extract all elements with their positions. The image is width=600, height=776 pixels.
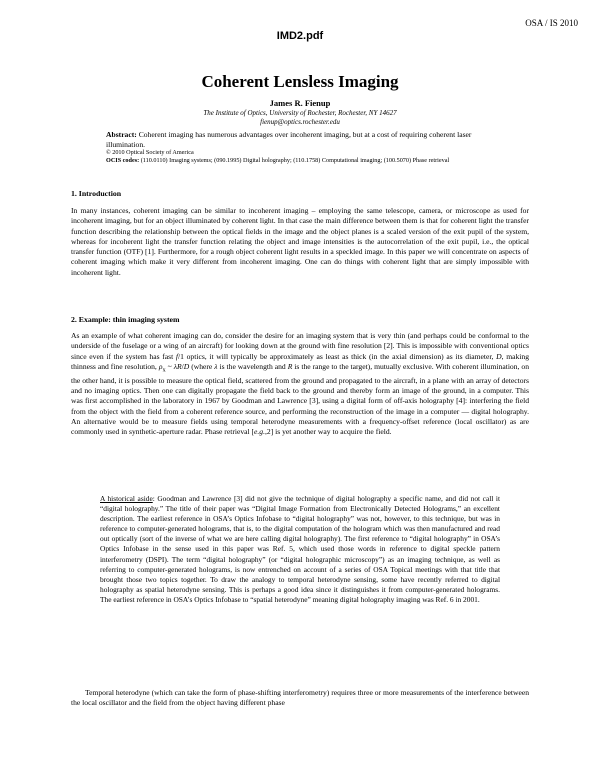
ocis-text: (110.0110) Imaging systems; (090.1995) Digital holography; (110.1758) Computational imaging; (100.5070) Phase retrieval (139, 157, 450, 165)
text-span: is the wavelength and (217, 361, 288, 371)
text-span: ,2] is yet another way to acquire the field. (265, 427, 392, 437)
copyright: © 2010 Optical Society of America (106, 149, 194, 157)
abstract-label: Abstract: (106, 130, 137, 139)
section-heading-introduction: 1. Introduction (71, 189, 122, 198)
heterodyne-paragraph: Temporal heterodyne (which can take the form of phase-shifting interferometry) requires three or more measurements of the interference between the local oscillator and the field from the object having different phase (71, 688, 529, 708)
symbol-lambda: λ (214, 361, 218, 371)
text-span: / (181, 361, 184, 371)
symbol-R: R (287, 361, 293, 371)
ocis-label: OCIS codes: (106, 157, 140, 165)
symbol-rho: ρ (158, 361, 163, 371)
example-paragraph (71, 331, 529, 437)
section-heading-example: 2. Example: thin imaging system (71, 315, 180, 324)
text-span: is the range to the target), mutually exclusive. With coherent illumination, on the other hand, it is possible to measure the optical field, scattered from the ground and propagated to the aircraft, in a plane with an array of detectors and no imaging optics. Then one can digitally propagate the field back to the ground and thereby form an image of the ground, in a computer. This was first accomplished in the laboratory in 1967 by Goodman and Lawrence [3], using a digital form of off-axis holography [4]: interfering the field from the object with the field from a coherent reference source, and performing the reconstruction of the image in a computer — digital holography. An alternative would be to measure fields using temporal heterodyne measurements with a frequency-offset reference (local oscillator) as are commonly used in synthetic-aperture radar. Phase retrieval [ (71, 361, 529, 437)
f-number: f (175, 351, 179, 361)
aside-text: : Goodman and Lawrence [3] did not give the technique of digital holography a specific name, and did not call it “digital holography.” The title of their paper was “Digital Image Formation from Electronically Detected Holograms,” an excellent description. The earliest reference in OSA’s Optics Infobase to “digital holography” was not, however, to this technique, but was in reference to computer-generated holograms, that is, to the digital computation of the hologram which was then manufactured and read out optically (sort of the inverse of what we are here calling digital holography). The first reference to “digital holography” in OSA’s Optics Infobase in the sense used in this paper was Ref. 5, which used those words in reference to digital speckle pattern interferometry (DSPI). The term “digital holography” (or “digital holographic microscopy”) as an imaging technique, as well as referring to computer-generated holograms, is now entrenched on account of a series of OSA Topical meetings with that title that brought those two topics together. To draw the analogy to temporal heterodyne sensing, some have recently referred to digital holography as spatial heterodyne sensing. This is perhaps a good idea since it distinguishes it from computer-generated holograms. The earliest reference in OSA’s Optics Infobase to “spatial heterodyne” meaning digital holography imaging was Ref. 6 in 2001. (100, 494, 501, 604)
text-span: As an example of what coherent imaging can do, consider the desire for an imaging system that is very thin (and perhaps could be conformal to the underside of the fuselage or a wing of an aircraft) for looking down at the ground with fine resolution [2]. This is impossible with conventional optics since even if the system has fast (71, 331, 529, 361)
abstract-body: Coherent imaging has numerous advantages over incoherent imaging, but at a cost of requiring coherent laser illumination. (106, 130, 472, 149)
intro-paragraph: In many instances, coherent imaging can be similar to incoherent imaging – employing the same telescope, camera, or microscope as used for incoherent imaging, but for an object illuminated by coherent light. In that case the main difference between them is that for coherent light the transfer function describing the relationship between the optical fields in the image and the object planes is a scaled version of the exit pupil of the system, whereas for incoherent light the transfer function relating the object and image intensities is the autocorrelation of the exit pupil, i.e., the optical transfer function (OTF) [1]. Furthermore, for a rough object coherent light results in a speckled image. In this paper we will concentrate on aspects of coherent imaging which make it very different from incoherent imaging. One can do things with coherent light that are simply impossible with incoherent light. (71, 206, 529, 277)
historical-aside (100, 494, 500, 605)
symbol-R: R (176, 361, 182, 371)
symbol-D: D (496, 351, 502, 361)
header-venue: OSA / IS 2010 (525, 18, 578, 28)
author-affiliation: The Institute of Optics, University of Rochester, Rochester, NY 14627 (203, 109, 397, 117)
text-span: /1 optics, it will typically be approximately as least as thick (in the axial dimension) as its diameter, (178, 351, 497, 361)
author-email: fienup@optics.rochester.edu (260, 118, 340, 126)
text-span: ~ (165, 361, 174, 371)
symbol-lambda: λ (173, 361, 177, 371)
symbol-subscript: x (162, 366, 166, 374)
abstract-block (106, 130, 498, 165)
text-span: , making thinness and fine resolution, (71, 351, 530, 371)
ocis-codes (106, 157, 498, 165)
author-name: James R. Fienup (269, 98, 331, 108)
aside-label: A historical aside (100, 494, 153, 503)
paper-title: Coherent Lensless Imaging (201, 72, 399, 91)
abbrev-eg: e.g. (254, 427, 265, 437)
symbol-D: D (183, 361, 190, 371)
abstract-text (106, 130, 498, 149)
text-span: (where (189, 361, 215, 371)
header-filename: IMD2.pdf (276, 30, 324, 42)
